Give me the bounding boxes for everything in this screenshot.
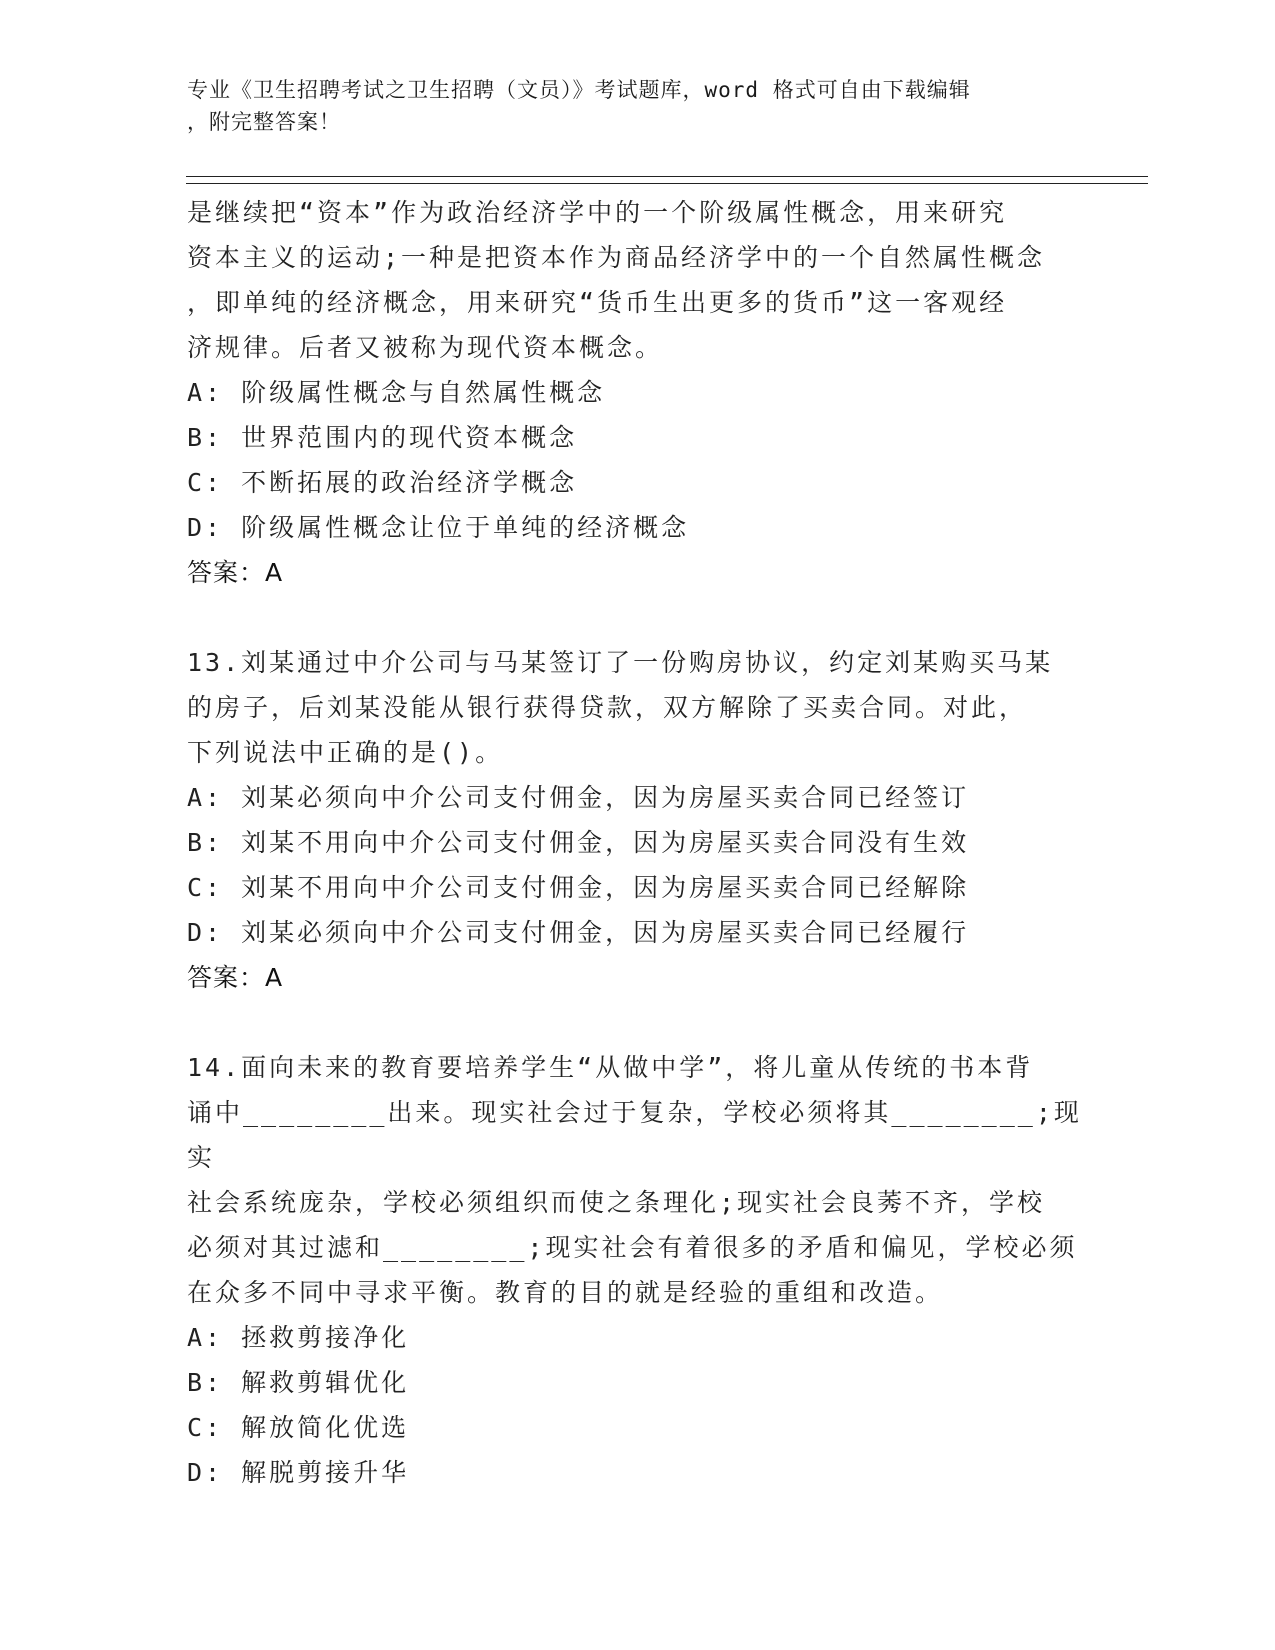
question-14-stem-line: 在众多不同中寻求平衡。教育的目的就是经验的重组和改造。 (187, 1278, 944, 1307)
question-12-stem-line: 济规律。后者又被称为现代资本概念。 (187, 333, 664, 362)
question-12-stem-line: 资本主义的运动;一种是把资本作为商品经济学中的一个自然属性概念 (187, 243, 1046, 272)
question-14-option-d: D: 解脱剪接升华 (187, 1458, 410, 1487)
header-line-2: ，附完整答案！ (187, 110, 341, 134)
question-14-stem-line: 诵中________出来。现实社会过于复杂，学校必须将其________;现实 (187, 1098, 1082, 1172)
question-14-stem-line: 社会系统庞杂，学校必须组织而使之条理化;现实社会良莠不齐，学校 (187, 1188, 1046, 1217)
question-14-stem-line: 必须对其过滤和________;现实社会有着很多的矛盾和偏见，学校必须 (187, 1233, 1078, 1262)
question-12-option-c: C: 不断拓展的政治经济学概念 (187, 468, 578, 497)
question-12-option-b: B: 世界范围内的现代资本概念 (187, 423, 578, 452)
header-rule-bottom (186, 183, 1148, 184)
question-14-option-b: B: 解救剪辑优化 (187, 1368, 410, 1397)
question-13-stem-line: 13.刘某通过中介公司与马某签订了一份购房协议，约定刘某购买马某 (187, 648, 1054, 677)
question-14-stem-line: 14.面向未来的教育要培养学生“从做中学”，将儿童从传统的书本背 (187, 1053, 1034, 1082)
question-14 (187, 1045, 1087, 1495)
spacer (187, 1000, 1087, 1045)
question-12-stem-line: 是继续把“资本”作为政治经济学中的一个阶级属性概念，用来研究 (187, 198, 1008, 227)
question-12-stem-line: ，即单纯的经济概念，用来研究“货币生出更多的货币”这一客观经 (187, 288, 1008, 317)
header-line-1: 专业《卫生招聘考试之卫生招聘（文员）》考试题库，word 格式可自由下载编辑 (187, 78, 971, 102)
question-12 (187, 190, 1087, 595)
question-13-stem-line: 的房子，后刘某没能从银行获得贷款，双方解除了买卖合同。对此， (187, 693, 1028, 722)
header-rule-top (186, 176, 1148, 177)
question-13-option-a: A: 刘某必须向中介公司支付佣金，因为房屋买卖合同已经签订 (187, 783, 970, 812)
question-14-option-c: C: 解放简化优选 (187, 1413, 410, 1442)
question-13-option-b: B: 刘某不用向中介公司支付佣金，因为房屋买卖合同没有生效 (187, 828, 970, 857)
question-13 (187, 640, 1087, 1000)
question-13-option-c: C: 刘某不用向中介公司支付佣金，因为房屋买卖合同已经解除 (187, 873, 970, 902)
spacer (187, 595, 1087, 640)
question-12-option-d: D: 阶级属性概念让位于单纯的经济概念 (187, 513, 690, 542)
question-13-option-d: D: 刘某必须向中介公司支付佣金，因为房屋买卖合同已经履行 (187, 918, 970, 947)
page-header (187, 74, 1067, 138)
question-13-stem-line: 下列说法中正确的是()。 (187, 738, 504, 767)
question-12-answer: 答案：A (187, 558, 284, 587)
question-13-answer: 答案：A (187, 963, 284, 992)
document-body (187, 190, 1087, 1495)
question-14-option-a: A: 拯救剪接净化 (187, 1323, 410, 1352)
question-12-option-a: A: 阶级属性概念与自然属性概念 (187, 378, 606, 407)
